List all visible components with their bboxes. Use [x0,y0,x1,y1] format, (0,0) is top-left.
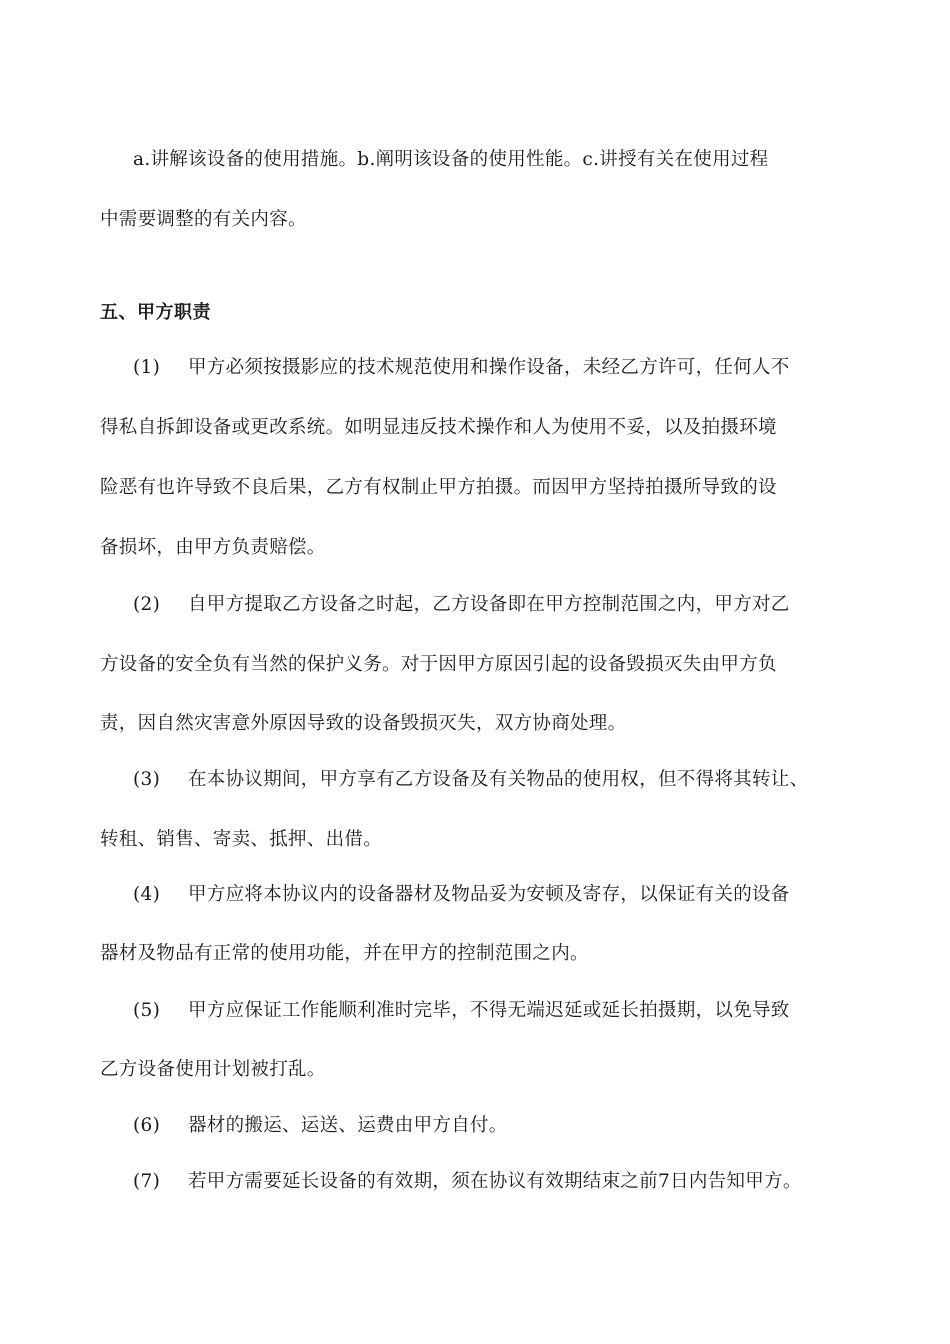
clause-1-first-line [133,356,790,380]
clause-1-line-3: 险恶有也许导致不良后果，乙方有权制止甲方拍摄。而因甲方坚持拍摄所导致的设 [100,477,777,498]
clause-number: (5) [133,1000,161,1021]
clause-text: 甲方必须按摄影应的技术规范使用和操作设备，未经乙方许可，任何人不 [188,357,790,378]
clause-3-first-line [133,768,808,792]
intro-line-2: 中需要调整的有关内容。 [100,209,307,230]
clause-number: (6) [133,1115,161,1136]
section-heading: 五、甲方职责 [100,302,211,323]
clause-text: 甲方应将本协议内的设备器材及物品妥为安顿及寄存，以保证有关的设备 [188,884,790,905]
clause-2-first-line [133,593,790,617]
clause-2-line-3: 责，因自然灾害意外原因导致的设备毁损灭失，双方协商处理。 [100,713,627,734]
clause-text: 自甲方提取乙方设备之时起，乙方设备即在甲方控制范围之内，甲方对乙 [188,594,790,615]
clause-1-line-2: 得私自拆卸设备或更改系统。如明显违反技术操作和人为使用不妥，以及拍摄环境 [100,417,777,438]
clause-2-line-2: 方设备的安全负有当然的保护义务。对于因甲方原因引起的设备毁损灭失由甲方负 [100,654,777,675]
intro-line-1: a.讲解该设备的使用措施。b.阐明该设备的使用性能。c.讲授有关在使用过程 [133,149,769,170]
clause-6-first-line [133,1114,508,1138]
clause-1-line-4: 备损坏，由甲方负责赔偿。 [100,537,326,558]
clause-number: (2) [133,594,161,615]
clause-text: 器材的搬运、运送、运费由甲方自付。 [188,1115,508,1136]
clause-number: (1) [133,357,161,378]
clause-4-first-line [133,883,790,907]
clause-number: (7) [133,1171,161,1192]
clause-text: 若甲方需要延长设备的有效期，须在协议有效期结束之前7日内告知甲方。 [188,1171,802,1192]
clause-5-line-2: 乙方设备使用计划被打乱。 [100,1059,326,1080]
clause-7-first-line [133,1170,802,1194]
clause-text: 在本协议期间，甲方享有乙方设备及有关物品的使用权，但不得将其转让、 [188,769,809,790]
clause-3-line-2: 转租、销售、寄卖、抵押、出借。 [100,829,383,850]
clause-number: (3) [133,769,161,790]
clause-text: 甲方应保证工作能顺利准时完毕，不得无端迟延或延长拍摄期，以免导致 [188,1000,790,1021]
clause-5-first-line [133,999,790,1023]
clause-4-line-2: 器材及物品有正常的使用功能，并在甲方的控制范围之内。 [100,943,589,964]
clause-number: (4) [133,884,161,905]
